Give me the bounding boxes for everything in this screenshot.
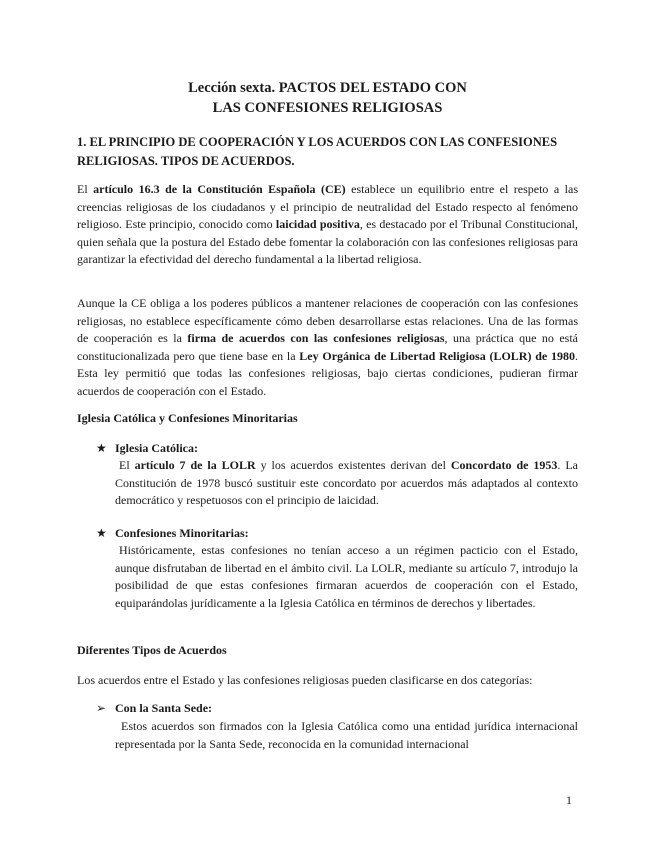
bold-run: laicidad positiva bbox=[275, 217, 360, 231]
paragraph-constitution bbox=[77, 181, 578, 269]
bullet-catholic-body bbox=[115, 457, 578, 510]
text-run: . Esta ley permitió que todas las confesiones religiosas, bajo ciertas condiciones, pudieran firmar acuerdos de cooperación con el Estado. bbox=[77, 348, 578, 398]
star-bullet-icon: ★ bbox=[96, 441, 107, 455]
bullet-minority-confessions bbox=[96, 525, 249, 542]
section-heading-line-2: RELIGIOSAS. TIPOS DE ACUERDOS. bbox=[77, 154, 295, 168]
bullet-holy-see bbox=[96, 700, 212, 717]
section-heading-line-1: 1. EL PRINCIPIO DE COOPERACIÓN Y LOS ACUERDOS CON LAS CONFESIONES bbox=[77, 135, 558, 149]
bullet-minority-body: Históricamente, estas confesiones no tenían acceso a un régimen pacticio con el Estado, aunque disfrutaban de libertad en el ámbito civil. La LOLR, mediante su artículo 7, introdujo la posibilidad de que estas confesiones firmaran acuerdos de cooperación con el Estado, equiparándolas jurídicamente a la Iglesia Católica en términos de derechos y libertades. bbox=[115, 543, 578, 610]
text-run: El bbox=[77, 182, 94, 196]
bold-run: artículo 16.3 de la Constitución Española (CE) bbox=[93, 182, 346, 196]
paragraph-categories: Los acuerdos entre el Estado y las confesiones religiosas pueden clasificarse en dos categorías: bbox=[77, 673, 533, 687]
text-run: , es destacado por el Tribunal Constitucional, quien señala que la postura del Estado debe fomentar la colaboración con las confesiones religiosas para garantizar la efectividad del derecho fundamental a la libertad religiosa. bbox=[77, 217, 579, 266]
star-bullet-icon: ★ bbox=[96, 526, 107, 540]
text-run: Aunque la CE obliga a los poderes públicos a mantener relaciones de cooperación con las confesiones religiosas, no establece específicamente cómo deben desarrollarse estas relaciones. Una de las formas de cooperación es la bbox=[77, 296, 578, 345]
bullet-title: Con la Santa Sede: bbox=[115, 701, 213, 715]
bullet-catholic-church bbox=[96, 440, 198, 457]
paragraph-cooperation bbox=[77, 295, 578, 400]
bold-run: Ley Orgánica de Libertad Religiosa (LOLR) de 1980 bbox=[299, 348, 575, 363]
section-heading bbox=[77, 133, 578, 171]
text-run: El bbox=[119, 458, 135, 472]
bold-run: artículo 7 de la LOLR bbox=[134, 458, 256, 472]
text-run: establece un equilibrio entre el respeto a las creencias religiosas de los ciudadanos y el principio de neutralidad del Estado respecto al fenómeno religioso. Este principio, conocido como bbox=[77, 182, 579, 231]
subheading-churches: Iglesia Católica y Confesiones Minoritarias bbox=[77, 411, 298, 425]
page-number: 1 bbox=[566, 793, 572, 807]
lesson-title-line-2: LAS CONFESIONES RELIGIOSAS bbox=[212, 100, 443, 116]
text-run: y los acuerdos existentes derivan del bbox=[255, 458, 451, 472]
subheading-agreement-types: Diferentes Tipos de Acuerdos bbox=[77, 643, 227, 657]
bullet-holy-see-body: Estos acuerdos son firmados con la Iglesia Católica como una entidad jurídica internacional representada por la Santa Sede, reconocida en la comunidad internacional bbox=[115, 719, 578, 751]
bold-run: firma de acuerdos con las confesiones religiosas bbox=[187, 331, 445, 345]
bold-run: Concordato de 1953 bbox=[450, 458, 558, 472]
bullet-title: Iglesia Católica: bbox=[115, 441, 198, 455]
text-run: , una práctica que no está constitucionalizada pero que tiene base en la bbox=[77, 331, 578, 363]
lesson-title-line-1: Lección sexta. PACTOS DEL ESTADO CON bbox=[188, 80, 467, 96]
bullet-title: Confesiones Minoritarias: bbox=[115, 526, 249, 540]
arrow-bullet-icon: ➢ bbox=[96, 701, 107, 715]
text-run: . La Constitución de 1978 buscó sustituir este concordato por acuerdos más adaptados al contexto democrático y respetuosos con el principio de laicidad. bbox=[115, 458, 578, 507]
